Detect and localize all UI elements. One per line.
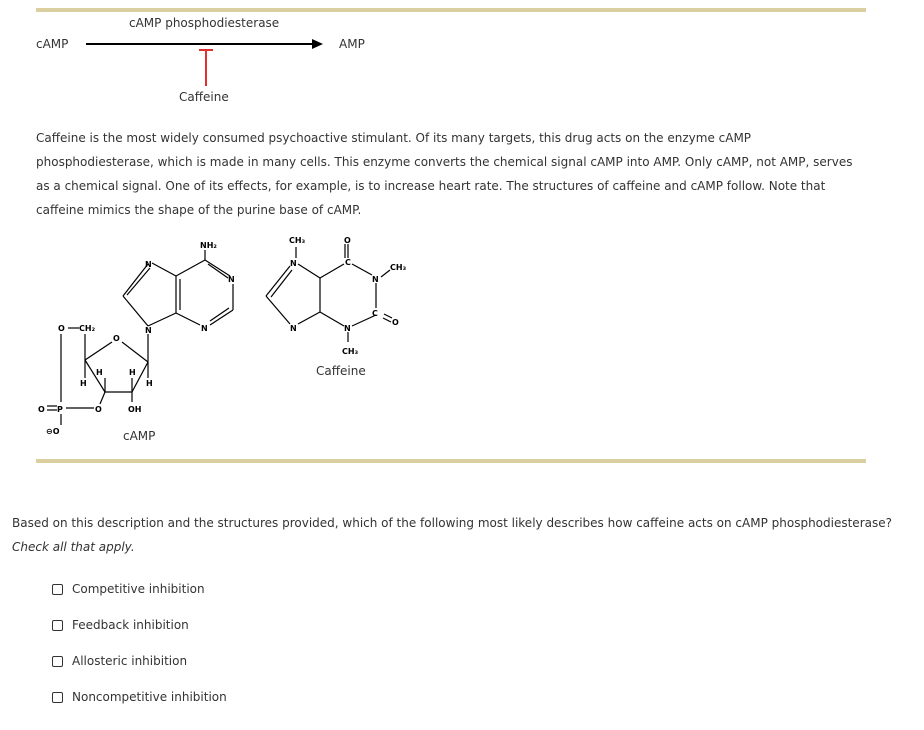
caffeine-c-right-label: C	[372, 309, 378, 318]
question-prompt: Based on this description and the structures provided, which of the following most likely describes how caffeine acts on cAMP phosphodiesterase?	[12, 516, 892, 530]
option-competitive-inhibition[interactable]	[52, 581, 205, 597]
option-label: Feedback inhibition	[72, 618, 189, 632]
caffeine-n-left-label: N	[290, 324, 297, 333]
ch2-label: CH₂	[79, 324, 96, 333]
question-instruction: Check all that apply.	[12, 540, 135, 554]
ch2-o-label: O	[58, 324, 65, 333]
purine-n3-label: N	[201, 324, 208, 333]
purine-n1-label: N	[228, 275, 235, 284]
h1-label: H	[146, 379, 153, 388]
checkbox[interactable]	[52, 656, 63, 667]
purine-n9-label: N	[145, 326, 152, 335]
caffeine-o-top-label: O	[344, 236, 351, 245]
h4-label: H	[80, 379, 87, 388]
option-feedback-inhibition[interactable]	[52, 617, 189, 633]
option-noncompetitive-inhibition[interactable]	[52, 689, 227, 705]
h2-label: H	[129, 368, 136, 377]
phosphorus-label: P	[57, 405, 63, 414]
caffeine-structure-caption: Caffeine	[316, 364, 366, 378]
option-label: Allosteric inhibition	[72, 654, 188, 668]
checkbox[interactable]	[52, 620, 63, 631]
caffeine-c-top-label: C	[345, 258, 351, 267]
camp-structure-caption: cAMP	[123, 429, 156, 443]
amine-group-label: NH₂	[200, 241, 217, 250]
caffeine-ch3-right-label: CH₃	[390, 263, 407, 272]
option-allosteric-inhibition[interactable]	[52, 653, 187, 669]
caffeine-ch3-top-label: CH₃	[289, 236, 306, 245]
substrate-label: cAMP	[36, 37, 69, 51]
hydroxyl-label: OH	[128, 405, 142, 414]
h3-label: H	[96, 368, 103, 377]
caffeine-n-bottom-label: N	[344, 324, 351, 333]
description-paragraph: Caffeine is the most widely consumed psychoactive stimulant. Of its many targets, this drug acts on the enzyme cAMP phosphodiesterase, which is made in many cells. This enzyme converts the chemical signal cAMP into AMP. Only cAMP, not AMP, serves as a chemical signal. One of its effects, for example, is to increase heart rate. The structures of caffeine and cAMP follow. Note that caffeine mimics the shape of the purine base of cAMP.	[36, 131, 853, 217]
caffeine-o-right-label: O	[392, 318, 399, 327]
enzyme-label: cAMP phosphodiesterase	[129, 16, 280, 30]
option-label: Noncompetitive inhibition	[72, 690, 227, 704]
checkbox[interactable]	[52, 584, 63, 595]
question-text	[12, 511, 892, 559]
ribose-o-label: O	[113, 334, 120, 343]
checkbox[interactable]	[52, 692, 63, 703]
product-label: AMP	[339, 37, 365, 51]
phosphate-o-minus-label: ⊖O	[46, 427, 60, 436]
caffeine-n-top-label: N	[290, 259, 297, 268]
purine-n7-label: N	[145, 260, 152, 269]
bottom-divider	[36, 459, 866, 463]
option-label: Competitive inhibition	[72, 582, 205, 596]
phosphate-o-right-label: O	[95, 405, 102, 414]
caffeine-ch3-bottom-label: CH₃	[342, 347, 359, 356]
caffeine-n-right-label: N	[372, 275, 379, 284]
phosphate-o-left-label: O	[38, 405, 45, 414]
inhibitor-label: Caffeine	[179, 90, 229, 104]
